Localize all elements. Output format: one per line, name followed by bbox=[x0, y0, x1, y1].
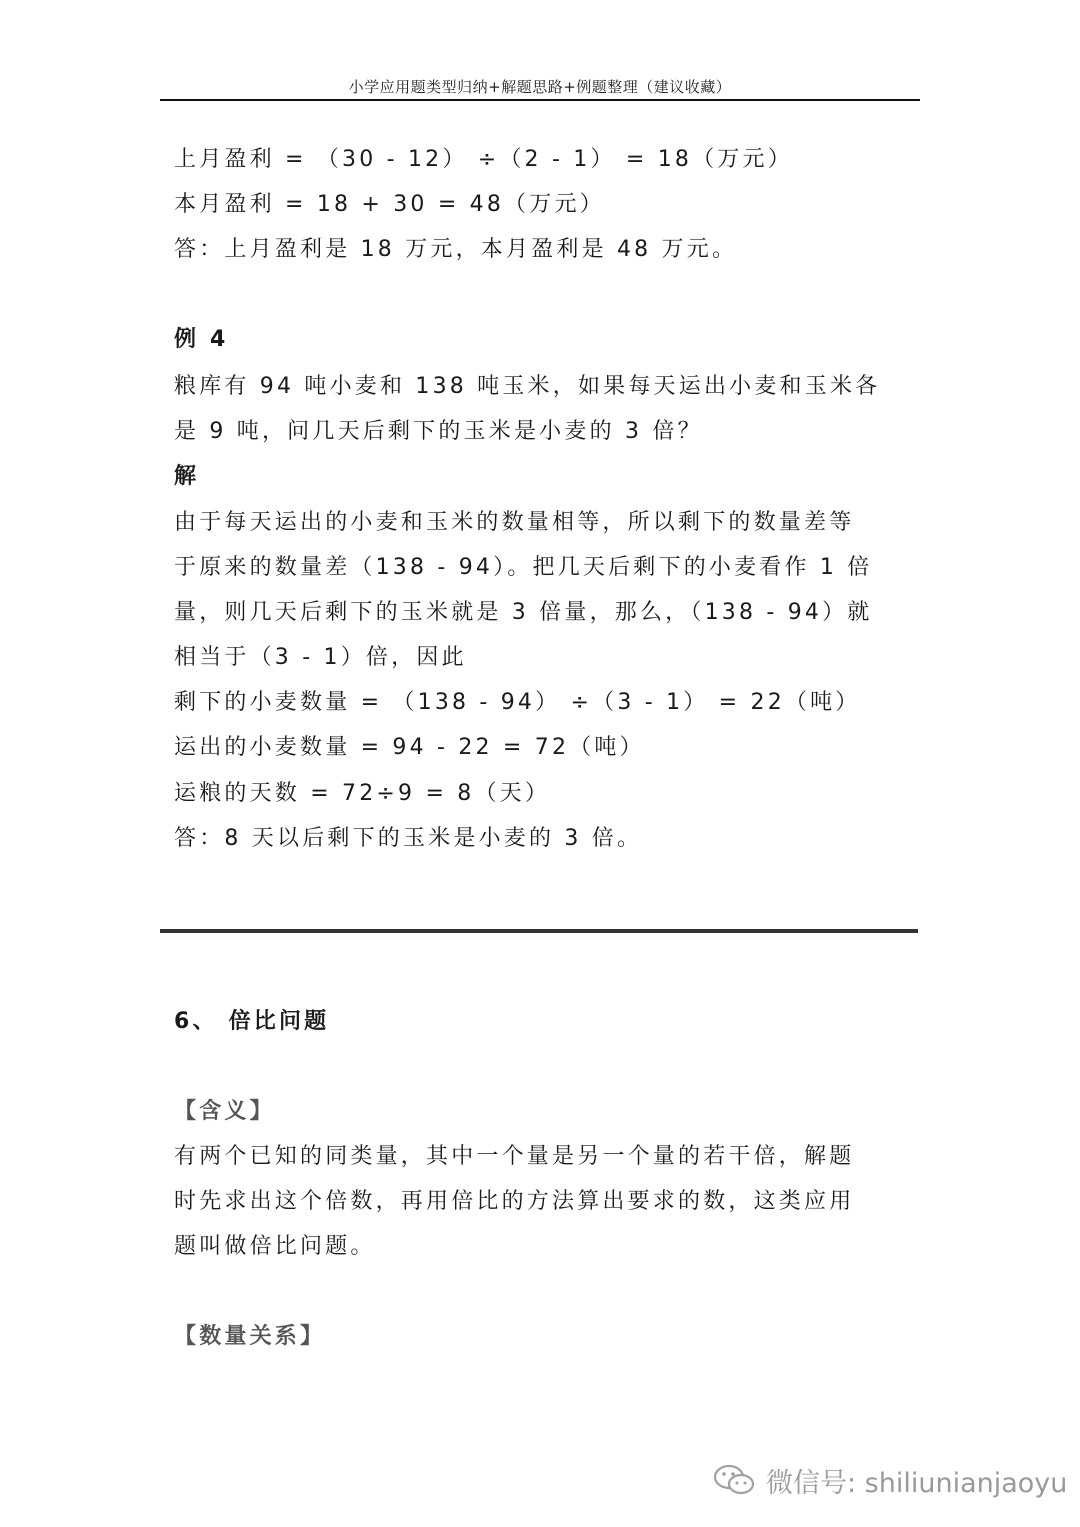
solution-line: 量，则几天后剩下的玉米就是 3 倍量，那么，（138 - 94）就 bbox=[174, 600, 873, 625]
header-rule bbox=[160, 99, 920, 101]
example4-solution-heading: 解 bbox=[174, 464, 200, 489]
section-divider bbox=[160, 929, 918, 933]
meaning-heading: 【含义】 bbox=[174, 1099, 275, 1124]
solution-line: 由于每天运出的小麦和玉米的数量相等，所以剩下的数量差等 bbox=[174, 510, 855, 535]
solution-line: 相当于（3 - 1）倍，因此 bbox=[174, 645, 467, 670]
example4-problem-line-2: 是 9 吨，问几天后剩下的玉米是小麦的 3 倍？ bbox=[174, 419, 703, 444]
relation-heading: 【数量关系】 bbox=[174, 1324, 326, 1349]
meaning-line: 有两个已知的同类量，其中一个量是另一个量的若干倍，解题 bbox=[174, 1144, 855, 1169]
header-title: 小学应用题类型归纳+解题思路+例题整理（建议收藏） bbox=[348, 78, 732, 96]
meaning-line: 题叫做倍比问题。 bbox=[174, 1234, 376, 1259]
solution-line: 剩下的小麦数量 = （138 - 94） ÷（3 - 1） = 22（吨） bbox=[174, 690, 861, 715]
watermark-text: 微信号: shiliunianjaoyu bbox=[766, 1467, 1068, 1499]
watermark bbox=[712, 1460, 1067, 1500]
solution-line: 运出的小麦数量 = 94 - 22 = 72（吨） bbox=[174, 735, 645, 760]
example3-answer: 答：上月盈利是 18 万元，本月盈利是 48 万元。 bbox=[174, 237, 738, 262]
example3-line-2: 本月盈利 = 18 + 30 = 48（万元） bbox=[174, 192, 605, 217]
section-title: 6、 倍比问题 bbox=[174, 1009, 330, 1034]
solution-line: 运粮的天数 = 72÷9 = 8（天） bbox=[174, 781, 551, 806]
example4-answer: 答：8 天以后剩下的玉米是小麦的 3 倍。 bbox=[174, 826, 643, 851]
example4-problem-line-1: 粮库有 94 吨小麦和 138 吨玉米，如果每天运出小麦和玉米各 bbox=[174, 374, 881, 399]
example4-heading: 例 4 bbox=[174, 327, 229, 352]
meaning-line: 时先求出这个倍数，再用倍比的方法算出要求的数，这类应用 bbox=[174, 1189, 855, 1214]
solution-line: 于原来的数量差（138 - 94）。把几天后剩下的小麦看作 1 倍 bbox=[174, 555, 873, 580]
example3-line-1: 上月盈利 = （30 - 12） ÷（2 - 1） = 18（万元） bbox=[174, 147, 793, 172]
wechat-icon bbox=[712, 1462, 756, 1498]
